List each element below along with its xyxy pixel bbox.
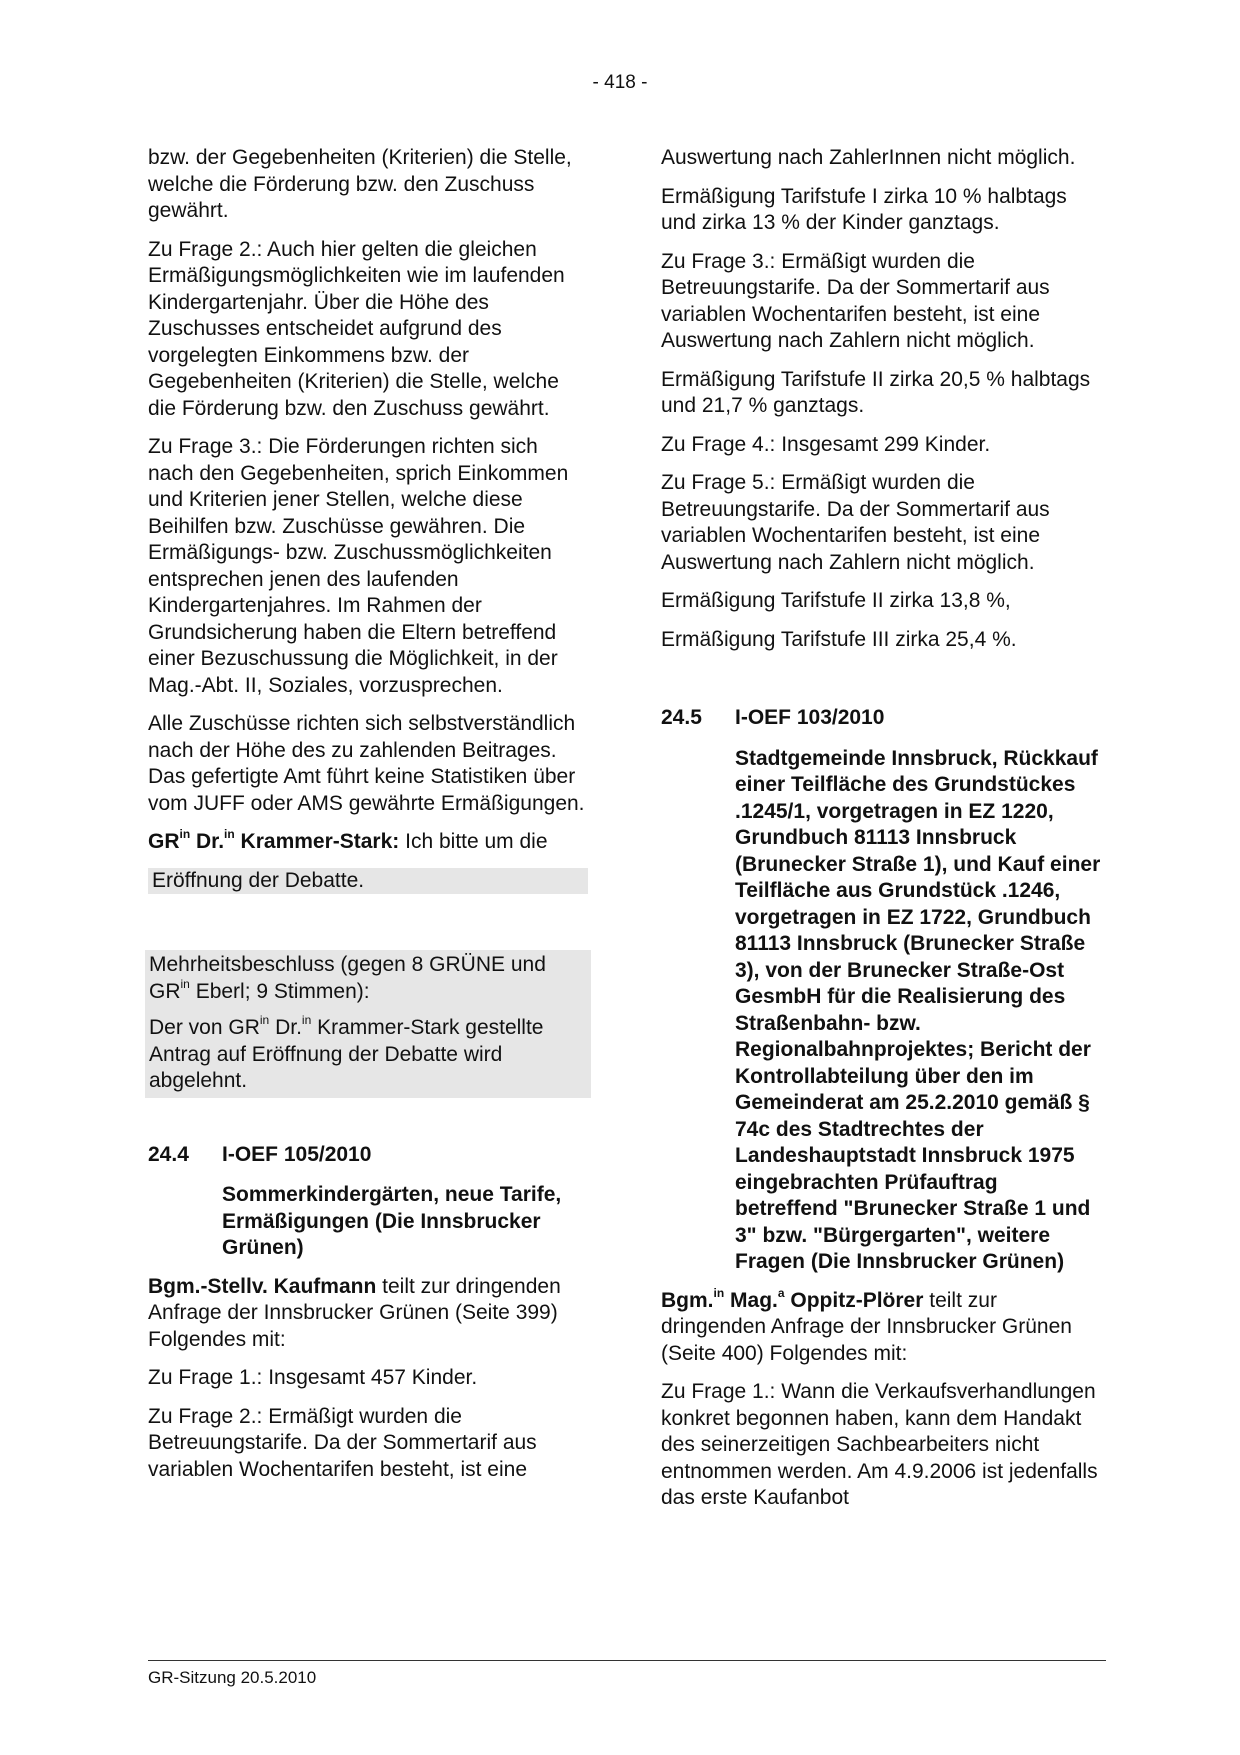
- paragraph: Zu Frage 1.: Wann die Verkaufsverhandlungen konkret begonnen haben, kann dem Handakt des seinerzeitigen Sachbearbeiters nicht entnommen werden. Am 4.9.2006 ist jedenfalls das erste Kaufanbot: [661, 1380, 1098, 1509]
- paragraph: Ermäßigung Tarifstufe I zirka 10 % halbtags und zirka 13 % der Kinder ganztags.: [661, 184, 1067, 234]
- left-column: [148, 145, 588, 1495]
- decision-text: Eberl; 9 Stimmen):: [195, 979, 370, 1003]
- paragraph: Ermäßigung Tarifstufe II zirka 20,5 % halbtags und 21,7 % ganztags.: [661, 367, 1091, 417]
- responder-name: Oppitz-Plörer: [790, 1288, 924, 1312]
- decision-text: Der von GR: [149, 1016, 260, 1039]
- decision-text: Krammer-Stark gestellte Antrag auf Eröffnung der Debatte wird abgelehnt.: [149, 1016, 544, 1092]
- decision-line: [149, 952, 587, 1005]
- speaker-name: Krammer-Stark:: [240, 830, 400, 853]
- page-number: - 418 -: [592, 72, 648, 93]
- responder-degree: Mag.: [730, 1288, 778, 1312]
- paragraph: Zu Frage 2.: Auch hier gelten die gleichen Ermäßigungsmöglichkeiten wie im laufenden Kindergartenjahr. Über die Höhe des Zuschusses entscheidet aufgrund des vorgelegten Einkommens bzw. der Gegebenheiten (Kriterien) die Stelle, welche die Förderung bzw. den Zuschuss gewährt.: [148, 237, 565, 420]
- debate-notice: Eröffnung der Debatte.: [148, 868, 588, 895]
- response-text: teilt zur dringenden Anfrage der Innsbrucker Grünen (Seite 400) Folgendes mit:: [661, 1288, 1072, 1365]
- superscript: a: [777, 1285, 785, 1300]
- section-heading: [661, 705, 1106, 732]
- paragraph: Zu Frage 3.: Ermäßigt wurden die Betreuungstarife. Da der Sommertarif aus variablen Wochentarifen besteht, ist eine Auswertung nach Zahlern nicht möglich.: [661, 249, 1050, 352]
- section-number: 24.5: [661, 706, 702, 729]
- response-intro: [661, 1285, 1106, 1368]
- speaker-paragraph: [148, 829, 588, 856]
- paragraph: Ermäßigung Tarifstufe III zirka 25,4 %.: [661, 627, 1017, 651]
- decision-text: Mehrheitsbeschluss (gegen 8 GRÜNE und GR: [149, 953, 546, 1003]
- section-heading: [148, 1142, 588, 1169]
- section-subject: Stadtgemeinde Innsbruck, Rückkauf einer Teilfläche des Grundstückes .1245/1, vorgetragen in EZ 1220, Grundbuch 81113 Innsbruck (Brunecker Straße 1), und Kauf einer Teilfläche aus Grundstück .1246, vorgetragen in EZ 1722, Grundbuch 81113 Innsbruck (Brunecker Straße 3), von der Brunecker Straße-Ost GesmbH für die Realisierung des Straßenbahn- bzw. Regionalbahnprojektes; Bericht der Kontrollabteilung über den im Gemeinderat am 25.2.2010 gemäß § 74c des Stadtrechtes der Landeshauptstadt Innsbruck 1975 eingebrachten Prüfauftrag betreffend "Brunecker Straße 1 und 3" bzw. "Bürgergarten", weitere Fragen (Die Innsbrucker Grünen): [735, 746, 1101, 1273]
- section-id: I-OEF 105/2010: [222, 1142, 372, 1166]
- decision-text: Dr.: [275, 1016, 302, 1039]
- paragraph: Alle Zuschüsse richten sich selbstverständlich nach der Höhe des zu zahlenden Beitrages. Das gefertigte Amt führt keine Statistiken über vom JUFF oder AMS gewährte Ermäßigungen.: [148, 712, 585, 815]
- paragraph: Auswertung nach ZahlerInnen nicht möglich.: [661, 146, 1076, 169]
- section-id: I-OEF 103/2010: [735, 706, 885, 729]
- speaker-degree: Dr.: [196, 830, 225, 853]
- footer-text: GR-Sitzung 20.5.2010: [148, 1668, 317, 1687]
- superscript: in: [179, 827, 191, 841]
- paragraph: Ermäßigung Tarifstufe II zirka 13,8 %,: [661, 589, 1011, 612]
- footer-divider: [148, 1660, 1106, 1661]
- superscript: in: [180, 976, 190, 991]
- superscript: in: [224, 827, 235, 841]
- paragraph: bzw. der Gegebenheiten (Kriterien) die Stelle, welche die Förderung bzw. den Zuschuss gewährt.: [148, 146, 572, 222]
- paragraph: Zu Frage 1.: Insgesamt 457 Kinder.: [148, 1366, 478, 1389]
- paragraph: Zu Frage 5.: Ermäßigt wurden die Betreuungstarife. Da der Sommertarif aus variablen Wochentarifen besteht, ist eine Auswertung nach Zahlern nicht möglich.: [661, 471, 1050, 574]
- paragraph: Zu Frage 3.: Die Förderungen richten sich nach den Gegebenheiten, sprich Einkommen und Kriterien jener Stellen, welche diese Beihilfen bzw. Zuschüsse gewähren. Die Ermäßigungs- bzw. Zuschussmöglichkeiten entsprechen jenen des laufenden Kindergartenjahres. Im Rahmen der Grundsicherung haben die Eltern betreffend einer Bezuschussung die Möglichkeit, in der Mag.-Abt. II, Soziales, vorzusprechen.: [148, 435, 569, 697]
- section-number: 24.4: [148, 1142, 189, 1166]
- paragraph: Zu Frage 2.: Ermäßigt wurden die Betreuungstarife. Da der Sommertarif aus variablen Wochentarifen besteht, ist eine: [148, 1404, 537, 1481]
- responder-name: Bgm.-Stellv. Kaufmann: [148, 1274, 377, 1298]
- response-intro: [148, 1274, 588, 1354]
- right-column: [661, 145, 1106, 1524]
- speaker-text: Ich bitte um die: [405, 830, 548, 853]
- section-subject: Sommerkindergärten, neue Tarife, Ermäßigungen (Die Innsbrucker Grünen): [222, 1183, 562, 1259]
- superscript: in: [301, 1013, 312, 1027]
- decision-block: [145, 950, 591, 1098]
- responder-title: Bgm.: [661, 1288, 714, 1312]
- superscript: in: [259, 1013, 270, 1027]
- superscript: in: [713, 1285, 725, 1300]
- decision-result: [149, 1015, 587, 1095]
- speaker-title: GR: [148, 830, 180, 853]
- paragraph: Zu Frage 4.: Insgesamt 299 Kinder.: [661, 432, 991, 456]
- response-text: teilt zur dringenden Anfrage der Innsbrucker Grünen (Seite 399) Folgendes mit:: [148, 1274, 561, 1351]
